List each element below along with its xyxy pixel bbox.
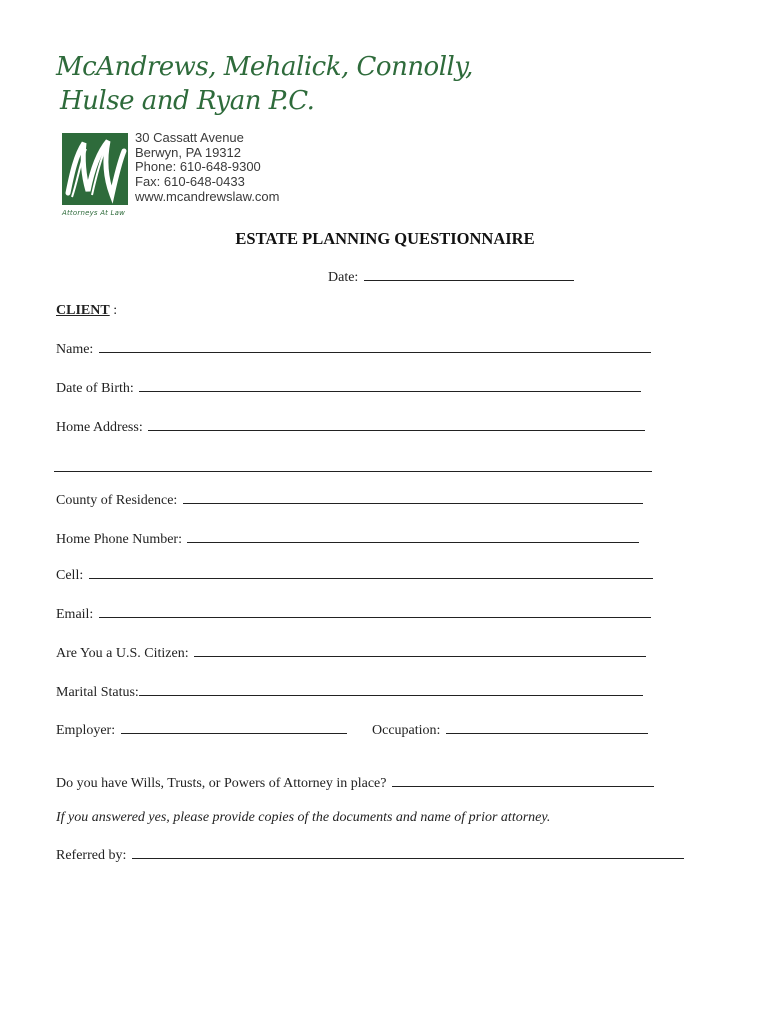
county-row <box>56 491 643 509</box>
name-label: Name: <box>56 342 94 357</box>
cell-row <box>56 566 653 584</box>
client-label: CLIENT <box>56 303 110 318</box>
address-city: Berwyn, PA 19312 <box>135 144 241 160</box>
occupation-row <box>372 721 648 739</box>
cell-label: Cell: <box>56 568 84 583</box>
email-field[interactable] <box>99 605 651 618</box>
wills-row <box>56 774 654 792</box>
email-label: Email: <box>56 607 94 622</box>
home-address-row <box>56 418 645 436</box>
page-title: ESTATE PLANNING QUESTIONNAIRE <box>235 229 535 248</box>
firm-name <box>56 50 473 118</box>
firm-address <box>135 131 280 205</box>
citizen-label: Are You a U.S. Citizen: <box>56 646 189 661</box>
employer-label: Employer: <box>56 723 116 738</box>
county-label: County of Residence: <box>56 493 178 508</box>
dob-label: Date of Birth: <box>56 381 134 396</box>
occupation-label: Occupation: <box>372 723 441 738</box>
address-phone: Phone: 610-648-9300 <box>135 159 261 175</box>
referred-field[interactable] <box>132 846 684 859</box>
tagline: Attorneys At Law <box>62 209 126 217</box>
firm-name-line-1: McAndrews, Mehalick, Connolly, <box>56 52 473 82</box>
marital-field[interactable] <box>139 683 643 696</box>
home-address-label: Home Address: <box>56 420 143 435</box>
referred-row <box>56 846 684 864</box>
occupation-field[interactable] <box>446 721 648 734</box>
employer-field[interactable] <box>121 721 347 734</box>
marital-row <box>56 683 643 701</box>
home-phone-row <box>56 530 639 548</box>
dob-field[interactable] <box>139 379 641 392</box>
referred-label: Referred by: <box>56 848 127 863</box>
firm-name-line-2: Hulse and Ryan P.C. <box>60 86 315 116</box>
date-field[interactable] <box>364 268 574 281</box>
wills-label: Do you have Wills, Trusts, or Powers of Attorney in place? <box>56 776 387 791</box>
address-website: www.mcandrewslaw.com <box>135 188 280 204</box>
email-row <box>56 605 651 623</box>
client-heading <box>56 303 117 319</box>
date-label: Date: <box>328 270 359 285</box>
citizen-field[interactable] <box>194 644 646 657</box>
home-address-line-2 <box>54 459 652 477</box>
address-street: 30 Cassatt Avenue <box>135 130 244 145</box>
monogram-m-icon <box>62 133 128 205</box>
home-phone-label: Home Phone Number: <box>56 532 182 547</box>
firm-logo <box>62 133 128 205</box>
wills-field[interactable] <box>392 774 654 787</box>
marital-label: Marital Status: <box>56 685 139 700</box>
copies-note: If you answered yes, please provide copies of the documents and name of prior attorney. <box>56 810 551 825</box>
home-address-field[interactable] <box>148 418 645 431</box>
name-field[interactable] <box>99 340 651 353</box>
home-address-field-2[interactable] <box>54 459 652 472</box>
citizen-row <box>56 644 646 662</box>
county-field[interactable] <box>183 491 643 504</box>
employer-row <box>56 721 347 739</box>
date-row <box>328 268 574 286</box>
cell-field[interactable] <box>89 566 653 579</box>
name-row <box>56 340 651 358</box>
address-fax: Fax: 610-648-0433 <box>135 174 245 190</box>
dob-row <box>56 379 641 397</box>
home-phone-field[interactable] <box>187 530 639 543</box>
client-colon: : <box>109 303 118 318</box>
